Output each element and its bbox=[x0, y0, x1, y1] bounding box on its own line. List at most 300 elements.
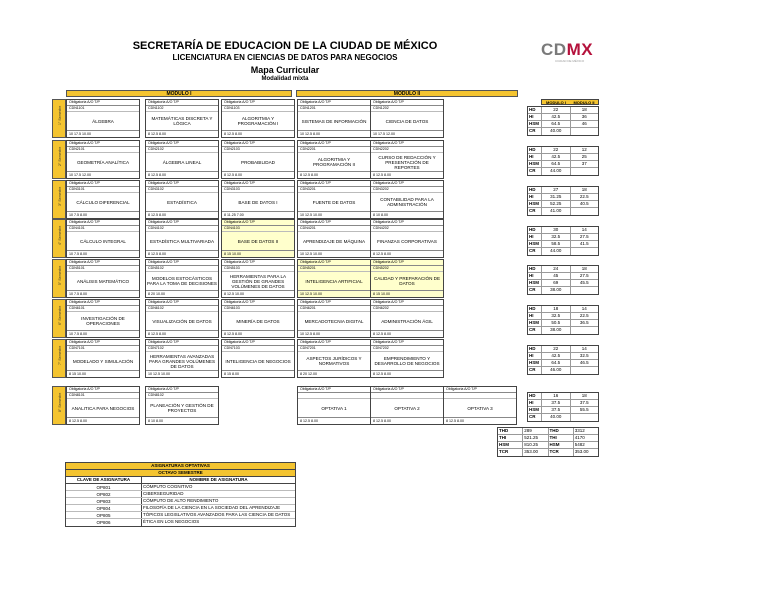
course-code: CDN1201 bbox=[298, 106, 370, 112]
course-cell bbox=[145, 180, 219, 219]
stats-row bbox=[528, 266, 598, 273]
stats-value: 18 bbox=[581, 187, 587, 192]
totals-value: 4170 bbox=[574, 435, 585, 440]
semester-label bbox=[52, 339, 66, 378]
course-hours: 8 12.5 8.00 bbox=[146, 211, 218, 218]
stats-value: 18 bbox=[581, 393, 587, 398]
course-code: CDN1202 bbox=[371, 106, 443, 112]
course-attrs: Obligatoria A/O T/P bbox=[222, 260, 294, 266]
course-hours: 8 12.5 8.00 bbox=[222, 330, 294, 337]
semester-label-text: 7° Semestre bbox=[58, 345, 62, 365]
totals-key: HSM bbox=[498, 442, 523, 448]
course-code: CDN2101 bbox=[67, 147, 139, 153]
course-attrs: Obligatoria A/O T/P bbox=[371, 260, 443, 266]
course-cell bbox=[145, 219, 219, 258]
optativa-name: CIBERSEGURIDAD bbox=[143, 491, 184, 496]
course-attrs: Obligatoria A/O T/P bbox=[67, 220, 139, 226]
stats-value: 41.5 bbox=[579, 241, 589, 246]
course-cell bbox=[297, 180, 371, 219]
cdmx-logo bbox=[541, 40, 601, 68]
modality-label: Modalidad mixta bbox=[261, 76, 309, 82]
stats-value: 38.00 bbox=[542, 327, 571, 334]
stats-value: 22 bbox=[542, 147, 571, 153]
course-code: CDN2202 bbox=[371, 147, 443, 153]
totals-table bbox=[497, 427, 599, 457]
course-hours: 10 17.5 12.00 bbox=[371, 130, 443, 137]
totals-key: THD bbox=[549, 428, 574, 434]
course-name: CURSO DE REDACCIÓN Y PRESENTACIÓN DE REPORTES bbox=[378, 154, 436, 170]
stats-value bbox=[571, 414, 599, 421]
semester-label-text: 3° Semestre bbox=[58, 186, 62, 206]
course-name: CÁLCULO INTEGRAL bbox=[80, 238, 126, 244]
stats-header-m1: MODULO I bbox=[546, 100, 566, 105]
course-hours: 8 12.5 8.00 bbox=[371, 330, 443, 337]
stats-value: 16 bbox=[542, 393, 571, 399]
stats-value: 32.5 bbox=[579, 353, 589, 358]
totals-key: THD bbox=[498, 428, 523, 434]
course-code: CDN6102 bbox=[146, 306, 218, 312]
course-hours: 8 10 8.00 bbox=[146, 417, 218, 424]
totals-row bbox=[498, 428, 598, 435]
course-code: CDN1102 bbox=[146, 106, 218, 112]
optativa-code: OP804 bbox=[66, 505, 142, 511]
course-hours: 10 12.5 8.00 bbox=[298, 330, 370, 337]
course-name: APRENDIZAJE DE MÁQUINA bbox=[302, 238, 366, 244]
stats-row bbox=[528, 393, 598, 400]
optativa-code: OP802 bbox=[66, 491, 142, 497]
course-name: PLANEACIÓN Y GESTIÓN DE PROYECTOS bbox=[150, 403, 214, 413]
course-attrs: Obligatoria A/O T/P bbox=[222, 141, 294, 147]
course-code: CDN5101 bbox=[67, 266, 139, 272]
semester-stats-block bbox=[527, 146, 599, 176]
course-cell bbox=[297, 219, 371, 258]
optativa-row bbox=[66, 491, 295, 498]
course-name: ÁLGEBRA bbox=[92, 118, 114, 124]
stats-key: HSM bbox=[528, 280, 542, 286]
stats-row bbox=[528, 227, 598, 234]
course-hours: 8 12.5 8.00 bbox=[146, 250, 218, 257]
stats-value: 64.5 bbox=[542, 121, 571, 127]
stats-key: HI bbox=[528, 353, 542, 359]
course-code: CDN4101 bbox=[67, 226, 139, 232]
stats-row bbox=[528, 280, 598, 287]
stats-value bbox=[571, 128, 599, 135]
totals-value: 289 bbox=[523, 428, 548, 434]
optativa-name: CÓMPUTO COGNITIVO bbox=[143, 484, 193, 489]
totals-value: 353.00 bbox=[523, 449, 548, 456]
course-name: FINANZAS CORPORATIVAS bbox=[377, 238, 437, 244]
course-attrs: Obligatoria A/O T/P bbox=[67, 141, 139, 147]
course-attrs: Obligatoria A/O T/P bbox=[298, 260, 370, 266]
course-name: VISUALIZACIÓN DE DATOS bbox=[152, 318, 212, 324]
stats-row bbox=[528, 306, 598, 313]
course-name: ÁLGEBRA LINEAL bbox=[162, 159, 202, 165]
course-hours: 8 12.5 8.00 bbox=[146, 130, 218, 137]
stats-key: HSM bbox=[528, 161, 542, 167]
course-cell bbox=[297, 299, 371, 338]
course-attrs: Obligatoria A/O T/P bbox=[371, 100, 443, 106]
semester-stats-block bbox=[527, 226, 599, 256]
stats-key: HI bbox=[528, 273, 542, 279]
course-code: CDN6202 bbox=[371, 306, 443, 312]
course-name: ESTADÍSTICA bbox=[167, 199, 197, 205]
course-hours: 8 12.5 8.00 bbox=[371, 171, 443, 178]
semester-stats-block bbox=[527, 392, 599, 422]
semester-label-text: 1° Semestre bbox=[58, 105, 62, 125]
course-cell bbox=[370, 219, 444, 258]
course-cell bbox=[297, 386, 371, 425]
course-attrs: Obligatoria A/O T/P bbox=[146, 340, 218, 346]
course-name: ADMINISTRACIÓN ÁGIL bbox=[381, 318, 433, 324]
course-attrs: Obligatoria A/O T/P bbox=[298, 387, 370, 393]
course-cell bbox=[370, 299, 444, 338]
totals-value: 521.25 bbox=[523, 435, 548, 441]
stats-value: 14 bbox=[581, 306, 587, 311]
stats-value: 42.5 bbox=[542, 154, 571, 160]
stats-value: 37.5 bbox=[579, 400, 589, 405]
stats-value: 44.00 bbox=[542, 168, 571, 175]
stats-row bbox=[528, 168, 598, 175]
stats-value: 46.00 bbox=[542, 367, 571, 374]
course-name: OPTATIVA 3 bbox=[467, 405, 493, 411]
course-code: CDN6101 bbox=[67, 306, 139, 312]
page-subtitle: LICENCIATURA EN CIENCIAS DE DATOS PARA NEGOCIOS bbox=[172, 53, 398, 62]
optativa-name: ÉTICA EN LOS NEGOCIOS bbox=[143, 519, 200, 524]
course-code: CDN5201 bbox=[298, 266, 370, 272]
stats-row bbox=[528, 201, 598, 208]
stats-row bbox=[528, 121, 598, 128]
stats-value: 37.5 bbox=[542, 407, 571, 413]
stats-value: 22 bbox=[542, 107, 571, 113]
course-name: MODELADO Y SIMULACIÓN bbox=[72, 358, 134, 364]
stats-key: HI bbox=[528, 154, 542, 160]
semester-label-text: 8° Semestre bbox=[58, 392, 62, 412]
stats-value: 44.00 bbox=[542, 248, 571, 255]
course-cell bbox=[297, 99, 371, 138]
course-attrs: Obligatoria A/O T/P bbox=[222, 300, 294, 306]
course-code: CDN5202 bbox=[371, 266, 443, 272]
totals-row bbox=[498, 435, 598, 442]
course-cell bbox=[370, 386, 444, 425]
course-name: ESTADÍSTICA MULTIVARIADA bbox=[149, 238, 215, 244]
course-cell bbox=[221, 140, 295, 179]
stats-value: 37 bbox=[581, 161, 587, 166]
stats-row bbox=[528, 114, 598, 121]
course-name: ASPECTOS JURÍDICOS Y NORMATIVOS bbox=[306, 356, 362, 366]
stats-row bbox=[528, 194, 598, 201]
stats-value: 30 bbox=[542, 227, 571, 233]
course-cell bbox=[221, 219, 295, 258]
stats-value: 45.5 bbox=[579, 280, 589, 285]
stats-key: HD bbox=[528, 266, 542, 272]
course-cell bbox=[370, 259, 444, 298]
course-cell bbox=[221, 180, 295, 219]
stats-key: HI bbox=[528, 313, 542, 319]
course-name: INVESTIGACIÓN DE OPERACIONES bbox=[81, 316, 125, 326]
course-code: CDN4102 bbox=[146, 226, 218, 232]
course-name: MINERÍA DE DATOS bbox=[236, 318, 280, 324]
course-attrs: Obligatoria A/O T/P bbox=[298, 181, 370, 187]
stats-value: 36 bbox=[581, 114, 587, 119]
page-title: SECRETARÍA DE EDUCACION DE LA CIUDAD DE MÉXICO bbox=[132, 40, 438, 52]
course-code: CDN8101 bbox=[67, 393, 139, 399]
logo-cd: CD bbox=[541, 40, 567, 59]
totals-value: 353.00 bbox=[574, 449, 589, 454]
course-attrs: Obligatoria A/O T/P bbox=[146, 387, 218, 393]
course-cell bbox=[66, 140, 140, 179]
semester-label bbox=[52, 259, 66, 298]
course-code: CDN7103 bbox=[222, 346, 294, 352]
course-code: CDN2103 bbox=[222, 147, 294, 153]
module-2-header: MODULO II bbox=[296, 90, 518, 97]
stats-value: 42.5 bbox=[542, 114, 571, 120]
stats-key: HI bbox=[528, 194, 542, 200]
map-title: Mapa Curricular bbox=[250, 65, 320, 75]
semester-stats-block bbox=[527, 305, 599, 335]
stats-key: CR bbox=[528, 327, 542, 334]
course-attrs: Obligatoria A/O T/P bbox=[146, 260, 218, 266]
course-cell bbox=[145, 386, 219, 425]
stats-key: CR bbox=[528, 367, 542, 374]
course-attrs: Obligatoria A/O T/P bbox=[222, 220, 294, 226]
stats-key: CR bbox=[528, 208, 542, 215]
stats-value: 18 bbox=[581, 266, 587, 271]
course-code: CDN4202 bbox=[371, 226, 443, 232]
course-cell bbox=[221, 99, 295, 138]
stats-key: HD bbox=[528, 227, 542, 233]
stats-key: HSM bbox=[528, 407, 542, 413]
col-nombre: NOMBRE DE ASIGNATURA bbox=[189, 477, 248, 482]
course-attrs: Obligatoria A/O T/P bbox=[146, 141, 218, 147]
stats-key: HSM bbox=[528, 320, 542, 326]
optativas-rows bbox=[66, 484, 295, 526]
semester-stats-block bbox=[527, 106, 599, 136]
stats-row bbox=[528, 208, 598, 215]
stats-row bbox=[528, 327, 598, 334]
course-code: CDN7101 bbox=[67, 346, 139, 352]
course-code: CDN7201 bbox=[298, 346, 370, 352]
totals-row bbox=[498, 442, 598, 449]
stats-value: 64.5 bbox=[542, 360, 571, 366]
stats-value: 46.5 bbox=[579, 360, 589, 365]
optativa-row bbox=[66, 484, 295, 491]
course-hours: 8 15 10.00 bbox=[67, 370, 139, 377]
course-cell bbox=[145, 299, 219, 338]
stats-value: 50.5 bbox=[542, 320, 571, 326]
optativa-row bbox=[66, 505, 295, 512]
stats-row bbox=[528, 367, 598, 374]
course-cell bbox=[145, 140, 219, 179]
stats-value bbox=[571, 208, 599, 215]
stats-header-m2: MODULO II bbox=[573, 100, 595, 105]
stats-value: 12 bbox=[581, 147, 587, 152]
course-hours: 8 12.5 8.00 bbox=[146, 171, 218, 178]
course-code: CDN4201 bbox=[298, 226, 370, 232]
stats-row bbox=[528, 234, 598, 241]
course-hours: 8 12.5 8.00 bbox=[222, 171, 294, 178]
course-attrs: Obligatoria A/O T/P bbox=[371, 220, 443, 226]
course-name: MODELOS ESTOCÁSTICOS PARA LA TOMA DE DECISIONES bbox=[147, 276, 217, 286]
course-name: INTELIGENCIA ARTIFICIAL bbox=[305, 278, 363, 284]
stats-key: HD bbox=[528, 147, 542, 153]
course-hours: 8 12.5 8.00 bbox=[298, 417, 370, 424]
course-hours: 8 12.5 8.00 bbox=[298, 171, 370, 178]
totals-key: TCR bbox=[498, 449, 523, 456]
semester-label bbox=[52, 219, 66, 258]
course-name: CONTABILIDAD PARA LA ADMINISTRACIÓN bbox=[380, 197, 434, 207]
stats-row bbox=[528, 154, 598, 161]
course-attrs: Obligatoria A/O T/P bbox=[67, 260, 139, 266]
stats-key: CR bbox=[528, 248, 542, 255]
course-attrs: Obligatoria A/O T/P bbox=[222, 340, 294, 346]
course-name: ALGORITMIA Y PROGRAMACIÓN II bbox=[312, 157, 356, 167]
optativa-name: CÓMPUTO DE ALTO RENDIMIENTO bbox=[143, 498, 219, 503]
course-hours: 8 12.5 8.00 bbox=[444, 417, 516, 424]
course-hours: 8 12.5 8.00 bbox=[146, 330, 218, 337]
course-hours: 8 12.5 8.00 bbox=[67, 417, 139, 424]
course-code: CDN1103 bbox=[222, 106, 294, 112]
stats-value bbox=[571, 367, 599, 374]
module-1-header: MODULO I bbox=[66, 90, 292, 97]
stats-row bbox=[528, 248, 598, 255]
course-cell bbox=[66, 299, 140, 338]
course-hours: 10 12.5 10.00 bbox=[146, 370, 218, 377]
stats-value: 58.5 bbox=[542, 241, 571, 247]
stats-key: CR bbox=[528, 168, 542, 175]
course-attrs: Obligatoria A/O T/P bbox=[371, 387, 443, 393]
optativa-code: OP803 bbox=[66, 498, 142, 504]
course-hours: 8 20 10.00 bbox=[146, 290, 218, 297]
stats-key: HSM bbox=[528, 121, 542, 127]
course-hours: 8 12.5 8.00 bbox=[371, 250, 443, 257]
stats-row bbox=[528, 320, 598, 327]
course-hours: 10 12.5 10.00 bbox=[298, 250, 370, 257]
course-cell bbox=[370, 339, 444, 378]
course-hours: 8 12.5 10.00 bbox=[222, 290, 294, 297]
course-cell bbox=[297, 339, 371, 378]
stats-row bbox=[528, 400, 598, 407]
semester-stats-block bbox=[527, 265, 599, 295]
course-attrs: Obligatoria A/O T/P bbox=[444, 387, 516, 393]
course-attrs: Obligatoria A/O T/P bbox=[67, 340, 139, 346]
course-attrs: Obligatoria A/O T/P bbox=[298, 100, 370, 106]
course-attrs: Obligatoria A/O T/P bbox=[298, 300, 370, 306]
stats-key: CR bbox=[528, 128, 542, 135]
course-hours: 10 12.5 10.00 bbox=[298, 211, 370, 218]
course-cell bbox=[443, 386, 517, 425]
optativas-semester: OCTAVO SEMESTRE bbox=[66, 470, 295, 477]
stats-row bbox=[528, 414, 598, 421]
stats-value: 40.00 bbox=[542, 128, 571, 135]
semester-label-text: 4° Semestre bbox=[58, 225, 62, 245]
course-hours: 8 20 12.00 bbox=[298, 370, 370, 377]
stats-value: 64.5 bbox=[542, 161, 571, 167]
course-code: CDN3101 bbox=[67, 187, 139, 193]
semester-label bbox=[52, 140, 66, 179]
course-name: HERRAMIENTAS AVANZADAS PARA GRANDES VOLÚMENES DE DATOS bbox=[148, 353, 216, 369]
course-cell bbox=[221, 259, 295, 298]
course-cell bbox=[145, 259, 219, 298]
course-code: CDN3103 bbox=[222, 187, 294, 193]
stats-row bbox=[528, 128, 598, 135]
stats-key: HI bbox=[528, 234, 542, 240]
stats-value: 40.5 bbox=[579, 201, 589, 206]
course-cell bbox=[66, 386, 140, 425]
totals-key: TCR bbox=[549, 449, 574, 456]
course-name: GEOMETRÍA ANALÍTICA bbox=[76, 159, 130, 165]
stats-value: 32.5 bbox=[542, 234, 571, 240]
course-attrs: Obligatoria A/O T/P bbox=[146, 300, 218, 306]
optativa-row bbox=[66, 519, 295, 526]
stats-value: 32.5 bbox=[542, 313, 571, 319]
course-hours: 8 12.5 8.00 bbox=[371, 417, 443, 424]
semester-label bbox=[52, 99, 66, 138]
course-code: CDN5103 bbox=[222, 266, 294, 272]
totals-key: THI bbox=[498, 435, 523, 441]
course-hours: 10 7.5 8.00 bbox=[67, 250, 139, 257]
course-name: BASE DE DATOS I bbox=[238, 199, 278, 205]
course-code: CDN3202 bbox=[371, 187, 443, 193]
course-attrs: Obligatoria A/O T/P bbox=[371, 340, 443, 346]
stats-value bbox=[571, 168, 599, 175]
stats-value: 42.5 bbox=[542, 353, 571, 359]
course-hours: 10 7.5 8.00 bbox=[67, 290, 139, 297]
course-name: ANÁLISIS MATEMÁTICO bbox=[76, 278, 130, 284]
optativas-table bbox=[65, 462, 296, 527]
stats-value bbox=[571, 248, 599, 255]
stats-header bbox=[541, 99, 599, 105]
stats-value: 24 bbox=[542, 266, 571, 272]
stats-value: 27.5 bbox=[579, 273, 589, 278]
course-code: CDN8102 bbox=[146, 393, 218, 399]
stats-value: 55.5 bbox=[579, 407, 589, 412]
stats-key: HI bbox=[528, 114, 542, 120]
course-cell bbox=[370, 180, 444, 219]
semester-label bbox=[52, 180, 66, 219]
stats-value: 69 bbox=[542, 280, 571, 286]
course-name: OPTATIVA 2 bbox=[394, 405, 420, 411]
optativa-code: OP805 bbox=[66, 512, 142, 518]
course-hours: 8 15 10.00 bbox=[222, 250, 294, 257]
course-name: CIENCIA DE DATOS bbox=[385, 118, 429, 124]
optativa-row bbox=[66, 498, 295, 505]
optativa-name: TÓPICOS LEGISLATIVOS AVANZADOS PARA LAS CIENCIA DE DATOS bbox=[143, 512, 291, 517]
stats-value: 14 bbox=[581, 346, 587, 351]
course-attrs: Obligatoria A/O T/P bbox=[298, 141, 370, 147]
stats-row bbox=[528, 241, 598, 248]
course-name: SISTEMAS DE INFORMACIÓN bbox=[301, 118, 367, 124]
course-attrs: Obligatoria A/O T/P bbox=[298, 220, 370, 226]
course-cell bbox=[297, 140, 371, 179]
course-code: CDN6201 bbox=[298, 306, 370, 312]
stats-row bbox=[528, 287, 598, 294]
semester-label bbox=[52, 386, 66, 425]
course-code: CDN3102 bbox=[146, 187, 218, 193]
stats-key: HD bbox=[528, 107, 542, 113]
course-cell bbox=[145, 339, 219, 378]
course-code: CDN4103 bbox=[222, 226, 294, 232]
course-hours: 10 7.5 8.00 bbox=[67, 211, 139, 218]
stats-value: 46 bbox=[581, 121, 587, 126]
stats-row bbox=[528, 407, 598, 414]
stats-value: 22.5 bbox=[579, 194, 589, 199]
course-code: CDN2102 bbox=[146, 147, 218, 153]
course-hours: 8 15 8.00 bbox=[222, 370, 294, 377]
course-attrs: Obligatoria A/O T/P bbox=[67, 387, 139, 393]
course-name: MATEMÁTICAS DISCRETA Y LÓGICA bbox=[151, 116, 213, 126]
course-name: PROBABILIDAD bbox=[241, 159, 275, 165]
course-hours: 8 12.5 8.00 bbox=[371, 370, 443, 377]
